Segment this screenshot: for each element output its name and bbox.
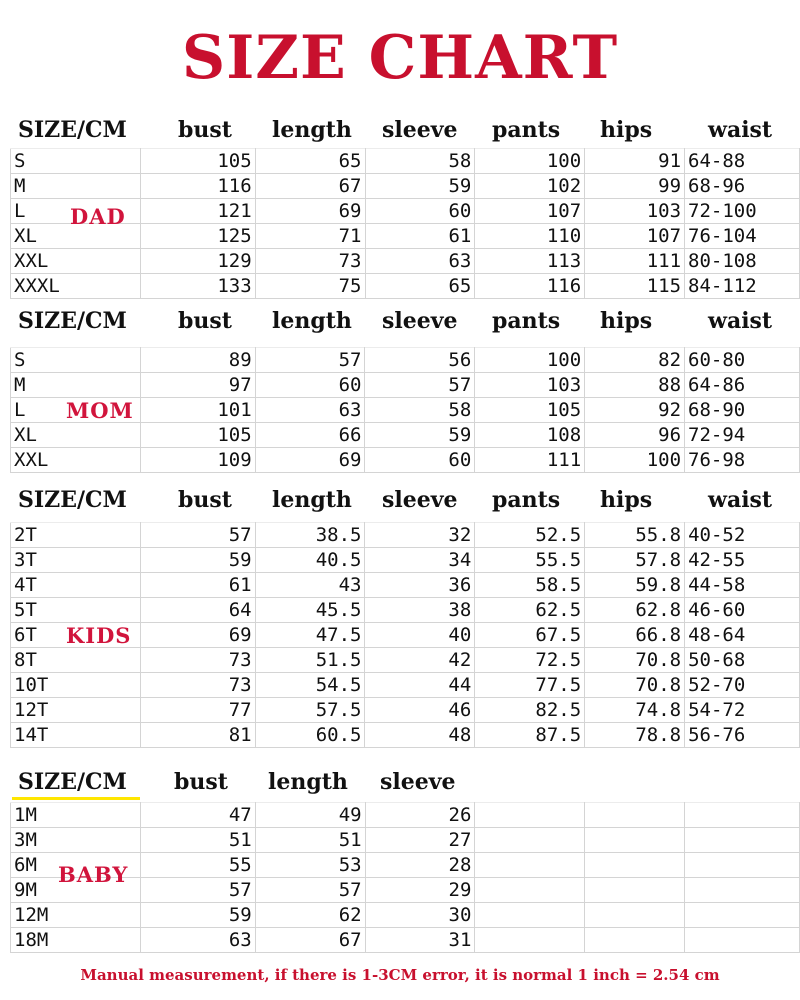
empty-cell (585, 803, 685, 828)
table-cell: 1M (11, 803, 141, 828)
table-cell: 111 (475, 448, 585, 473)
table-cell: 68-96 (685, 174, 800, 199)
table-cell: 69 (255, 448, 365, 473)
table-cell: XXL (11, 448, 141, 473)
kids-header-row (10, 482, 800, 518)
table-cell: 51 (255, 828, 365, 853)
column-header-bust: bust (178, 117, 232, 143)
table-cell: 69 (255, 199, 365, 224)
table-cell: 60 (365, 448, 475, 473)
empty-cell (685, 903, 800, 928)
table-cell: 4T (11, 573, 141, 598)
table-cell: 63 (365, 249, 475, 274)
mom-header-row (10, 303, 800, 339)
table-cell: 74.8 (585, 698, 685, 723)
table-row (11, 274, 800, 299)
column-header-size: SIZE/CM (18, 308, 127, 334)
column-header-sleeve: sleeve (382, 308, 458, 334)
table-cell: 50-68 (685, 648, 800, 673)
table-cell: 54-72 (685, 698, 800, 723)
table-cell: 62 (255, 903, 365, 928)
table-row (11, 373, 800, 398)
table-cell: 77 (140, 698, 255, 723)
table-row (11, 648, 800, 673)
table-cell: 43 (255, 573, 365, 598)
table-cell: 107 (475, 199, 585, 224)
table-cell: 105 (140, 423, 255, 448)
table-cell: 45.5 (255, 598, 365, 623)
table-cell: 68-90 (685, 398, 800, 423)
kids-section (10, 482, 800, 748)
table-cell: 73 (140, 648, 255, 673)
table-cell: 59 (140, 903, 255, 928)
table-cell: 31 (365, 928, 475, 953)
empty-cell (585, 853, 685, 878)
table-cell: 103 (585, 199, 685, 224)
empty-cell (475, 828, 585, 853)
table-cell: 6T (11, 623, 141, 648)
highlight-line (12, 797, 140, 800)
table-cell: 89 (140, 348, 255, 373)
table-cell: 60 (255, 373, 365, 398)
table-cell: 46-60 (685, 598, 800, 623)
table-cell: 59 (365, 423, 475, 448)
table-cell: 111 (585, 249, 685, 274)
table-row (11, 423, 800, 448)
table-cell: 49 (255, 803, 365, 828)
table-cell: 57.8 (585, 548, 685, 573)
table-cell: 28 (365, 853, 475, 878)
table-cell: 57 (255, 878, 365, 903)
table-cell: 87.5 (475, 723, 585, 748)
table-cell: 116 (475, 274, 585, 299)
table-cell: XXL (11, 249, 141, 274)
table-cell: 9M (11, 878, 141, 903)
measurement-note: Manual measurement, if there is 1-3CM error, it is normal 1 inch = 2.54 cm (80, 966, 720, 984)
table-cell: 69 (140, 623, 255, 648)
table-cell: 75 (255, 274, 365, 299)
table-cell: 116 (140, 174, 255, 199)
empty-cell (585, 878, 685, 903)
table-cell: 133 (140, 274, 255, 299)
table-row (11, 174, 800, 199)
table-cell: M (11, 174, 141, 199)
table-cell: 58.5 (475, 573, 585, 598)
empty-cell (685, 803, 800, 828)
table-cell: 70.8 (585, 673, 685, 698)
table-row (11, 828, 800, 853)
table-cell: 14T (11, 723, 141, 748)
table-cell: 29 (365, 878, 475, 903)
column-header-hips: hips (600, 308, 653, 334)
table-cell: 103 (475, 373, 585, 398)
baby-header-row (10, 764, 800, 800)
table-cell: 64-86 (685, 373, 800, 398)
table-cell: 97 (140, 373, 255, 398)
table-cell: 56 (365, 348, 475, 373)
table-cell: 40.5 (255, 548, 365, 573)
empty-cell (475, 928, 585, 953)
table-cell: 110 (475, 224, 585, 249)
table-cell: 54.5 (255, 673, 365, 698)
column-header-sleeve: sleeve (380, 769, 456, 795)
table-cell: 60-80 (685, 348, 800, 373)
table-cell: 59 (140, 548, 255, 573)
column-header-hips: hips (600, 487, 653, 513)
table-cell: 56-76 (685, 723, 800, 748)
table-cell: 26 (365, 803, 475, 828)
table-cell: 63 (255, 398, 365, 423)
table-cell: 129 (140, 249, 255, 274)
column-header-length: length (268, 769, 348, 795)
table-row (11, 523, 800, 548)
table-cell: 57 (255, 348, 365, 373)
table-cell: 52-70 (685, 673, 800, 698)
table-row (11, 598, 800, 623)
table-cell: 82 (585, 348, 685, 373)
baby-size-table (10, 802, 800, 953)
table-cell: 70.8 (585, 648, 685, 673)
table-row (11, 723, 800, 748)
table-row (11, 249, 800, 274)
table-cell: 100 (475, 348, 585, 373)
table-row (11, 573, 800, 598)
column-header-size: SIZE/CM (18, 117, 127, 143)
table-cell: 99 (585, 174, 685, 199)
table-cell: 100 (585, 448, 685, 473)
column-header-size: SIZE/CM (18, 769, 127, 795)
table-cell: 100 (475, 149, 585, 174)
table-cell: S (11, 149, 141, 174)
table-cell: 113 (475, 249, 585, 274)
table-cell: 3M (11, 828, 141, 853)
empty-cell (475, 903, 585, 928)
table-cell: 6M (11, 853, 141, 878)
empty-cell (585, 928, 685, 953)
table-cell: 77.5 (475, 673, 585, 698)
table-cell: 36 (365, 573, 475, 598)
table-cell: 101 (140, 398, 255, 423)
column-header-size: SIZE/CM (18, 487, 127, 513)
table-cell: 10T (11, 673, 141, 698)
table-cell: 81 (140, 723, 255, 748)
table-cell: 64 (140, 598, 255, 623)
table-cell: 59 (365, 174, 475, 199)
table-cell: 72-94 (685, 423, 800, 448)
table-row (11, 803, 800, 828)
table-cell: XL (11, 224, 141, 249)
table-cell: 115 (585, 274, 685, 299)
table-cell: 63 (140, 928, 255, 953)
table-cell: 61 (140, 573, 255, 598)
table-cell: 88 (585, 373, 685, 398)
table-cell: 48-64 (685, 623, 800, 648)
column-header-length: length (272, 487, 352, 513)
table-row (11, 853, 800, 878)
table-row (11, 448, 800, 473)
table-cell: 12M (11, 903, 141, 928)
table-cell: XL (11, 423, 141, 448)
table-cell: 72.5 (475, 648, 585, 673)
table-cell: M (11, 373, 141, 398)
table-cell: 60 (365, 199, 475, 224)
table-cell: 34 (365, 548, 475, 573)
table-cell: 71 (255, 224, 365, 249)
table-cell: 62.5 (475, 598, 585, 623)
table-row (11, 224, 800, 249)
table-cell: 108 (475, 423, 585, 448)
mom-label: MOM (66, 398, 134, 423)
column-header-length: length (272, 308, 352, 334)
table-cell: 32 (365, 523, 475, 548)
table-cell: 5T (11, 598, 141, 623)
table-cell: 105 (475, 398, 585, 423)
table-cell: 55.5 (475, 548, 585, 573)
table-cell: 61 (365, 224, 475, 249)
empty-cell (475, 853, 585, 878)
table-cell: 57 (140, 878, 255, 903)
column-header-waist: waist (708, 117, 773, 143)
column-header-bust: bust (178, 487, 232, 513)
column-header-waist: waist (708, 308, 773, 334)
table-cell: 44-58 (685, 573, 800, 598)
empty-cell (585, 828, 685, 853)
table-cell: 72-100 (685, 199, 800, 224)
table-row (11, 149, 800, 174)
table-cell: 67 (255, 174, 365, 199)
table-cell: 82.5 (475, 698, 585, 723)
table-cell: 42-55 (685, 548, 800, 573)
kids-label: KIDS (66, 623, 132, 648)
column-header-length: length (272, 117, 352, 143)
table-cell: 46 (365, 698, 475, 723)
table-cell: 73 (140, 673, 255, 698)
column-header-pants: pants (492, 487, 561, 513)
table-cell: 67.5 (475, 623, 585, 648)
empty-cell (475, 803, 585, 828)
table-cell: 47 (140, 803, 255, 828)
column-header-pants: pants (492, 308, 561, 334)
column-header-bust: bust (174, 769, 228, 795)
baby-section (10, 764, 800, 953)
table-cell: 64-88 (685, 149, 800, 174)
table-cell: 102 (475, 174, 585, 199)
table-row (11, 348, 800, 373)
table-cell: 67 (255, 928, 365, 953)
table-cell: 47.5 (255, 623, 365, 648)
table-cell: 57 (365, 373, 475, 398)
table-cell: 76-98 (685, 448, 800, 473)
dad-section (10, 112, 800, 299)
table-cell: 96 (585, 423, 685, 448)
table-cell: 66.8 (585, 623, 685, 648)
table-cell: 125 (140, 224, 255, 249)
table-cell: 38 (365, 598, 475, 623)
table-cell: 30 (365, 903, 475, 928)
table-cell: 91 (585, 149, 685, 174)
table-cell: 58 (365, 149, 475, 174)
table-cell: 57.5 (255, 698, 365, 723)
table-cell: 73 (255, 249, 365, 274)
table-cell: 78.8 (585, 723, 685, 748)
table-row (11, 878, 800, 903)
column-header-waist: waist (708, 487, 773, 513)
table-cell: S (11, 348, 141, 373)
page-title: SIZE CHART (181, 23, 619, 93)
table-cell: 109 (140, 448, 255, 473)
table-cell: 55.8 (585, 523, 685, 548)
column-header-pants: pants (492, 117, 561, 143)
table-cell: L (11, 398, 141, 423)
empty-cell (475, 878, 585, 903)
table-cell: 55 (140, 853, 255, 878)
table-cell: 40-52 (685, 523, 800, 548)
table-cell: 76-104 (685, 224, 800, 249)
table-cell: 65 (255, 149, 365, 174)
table-cell: 107 (585, 224, 685, 249)
table-cell: XXXL (11, 274, 141, 299)
table-cell: 80-108 (685, 249, 800, 274)
column-header-sleeve: sleeve (382, 117, 458, 143)
table-cell: 51.5 (255, 648, 365, 673)
baby-label: BABY (58, 862, 129, 887)
table-row (11, 199, 800, 224)
empty-cell (685, 828, 800, 853)
table-cell: 38.5 (255, 523, 365, 548)
table-cell: 51 (140, 828, 255, 853)
table-cell: 40 (365, 623, 475, 648)
table-cell: 18M (11, 928, 141, 953)
table-cell: 44 (365, 673, 475, 698)
dad-label: DAD (70, 204, 126, 229)
table-cell: 84-112 (685, 274, 800, 299)
table-cell: 121 (140, 199, 255, 224)
table-row (11, 928, 800, 953)
table-cell: 66 (255, 423, 365, 448)
dad-header-row (10, 112, 800, 148)
table-cell: 52.5 (475, 523, 585, 548)
dad-size-table (10, 148, 800, 299)
table-cell: 27 (365, 828, 475, 853)
table-row (11, 698, 800, 723)
table-row (11, 673, 800, 698)
mom-section (10, 303, 800, 473)
table-cell: 57 (140, 523, 255, 548)
empty-cell (585, 903, 685, 928)
table-cell: 3T (11, 548, 141, 573)
empty-cell (685, 878, 800, 903)
table-cell: 58 (365, 398, 475, 423)
table-cell: 62.8 (585, 598, 685, 623)
empty-cell (685, 853, 800, 878)
table-cell: 53 (255, 853, 365, 878)
table-cell: 105 (140, 149, 255, 174)
table-cell: 2T (11, 523, 141, 548)
table-cell: 12T (11, 698, 141, 723)
table-cell: 42 (365, 648, 475, 673)
table-cell: 59.8 (585, 573, 685, 598)
column-header-hips: hips (600, 117, 653, 143)
table-cell: L (11, 199, 141, 224)
table-cell: 60.5 (255, 723, 365, 748)
table-cell: 92 (585, 398, 685, 423)
column-header-bust: bust (178, 308, 232, 334)
table-cell: 8T (11, 648, 141, 673)
empty-cell (685, 928, 800, 953)
table-cell: 65 (365, 274, 475, 299)
table-row (11, 548, 800, 573)
table-row (11, 903, 800, 928)
column-header-sleeve: sleeve (382, 487, 458, 513)
table-cell: 48 (365, 723, 475, 748)
